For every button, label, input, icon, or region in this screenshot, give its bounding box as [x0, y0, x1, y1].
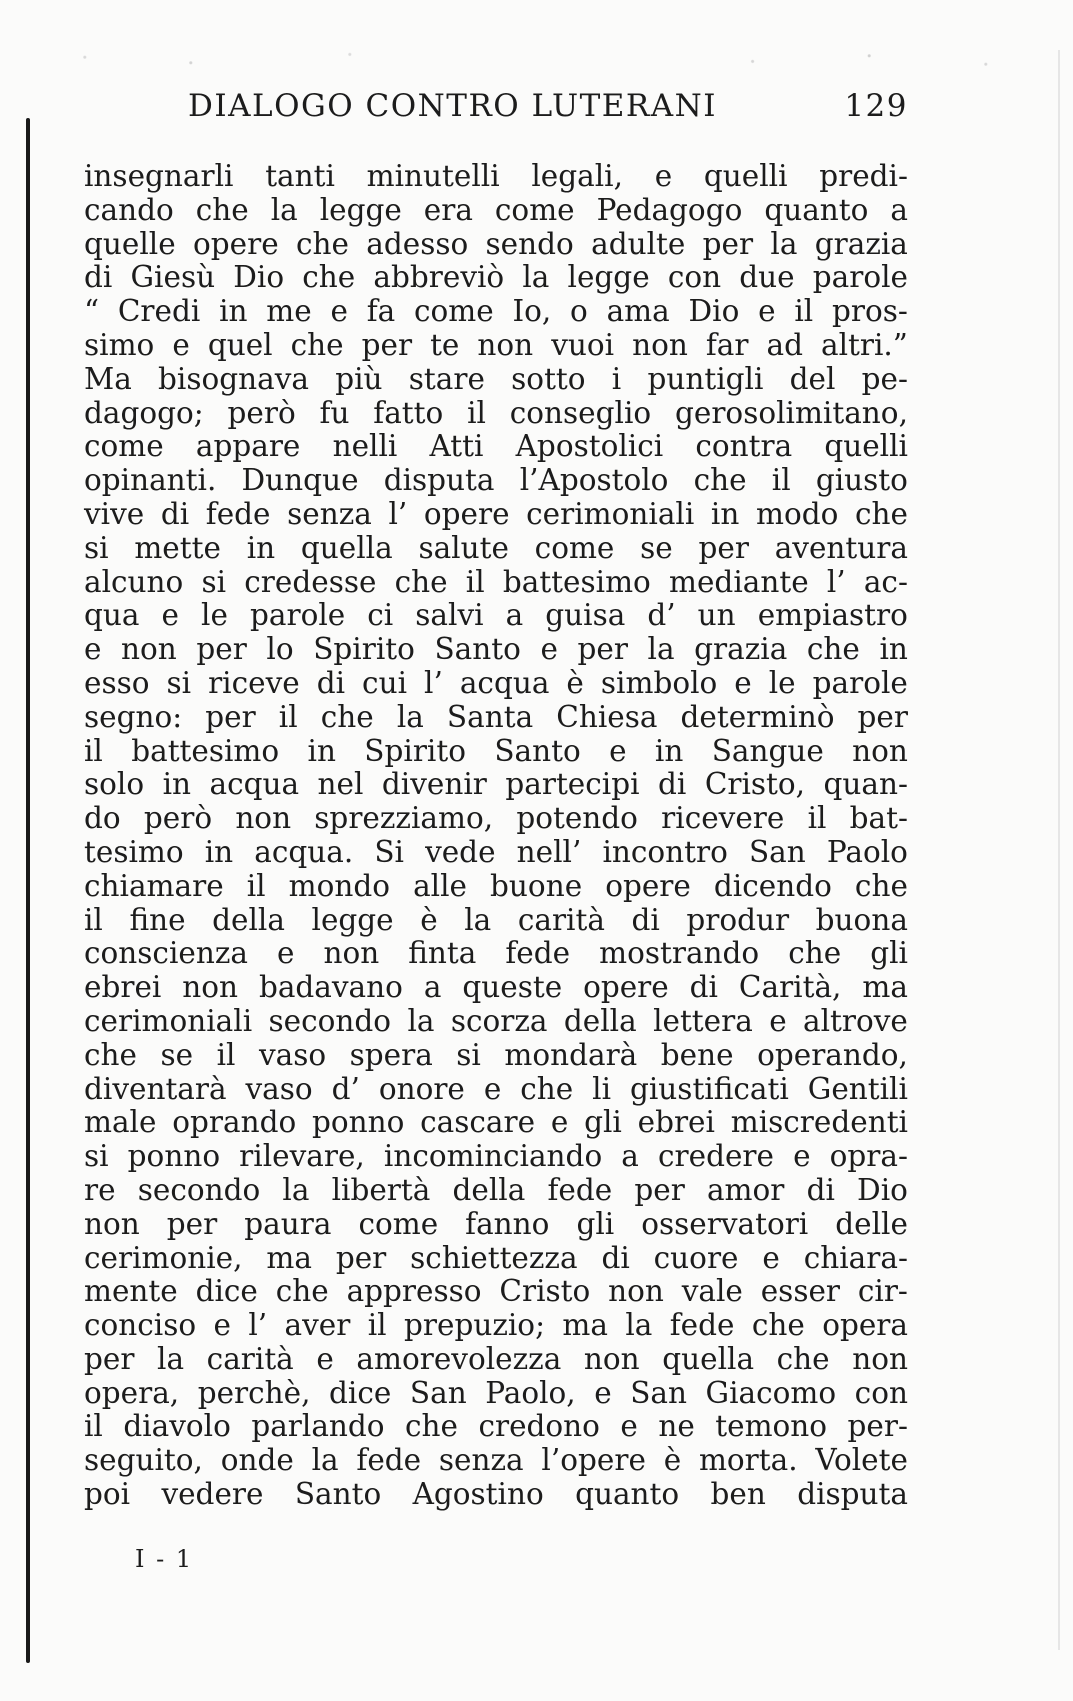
text-line: per la carità e amorevolezza non quella che non	[84, 1341, 908, 1376]
text-line: ebrei non badavano a queste opere di Carità, ma	[84, 970, 908, 1005]
text-line: si ponno rilevare, incominciando a credere e opra-	[84, 1139, 908, 1174]
text-line: Ma bisognava più stare sotto i puntigli del pe-	[84, 361, 908, 396]
text-line: mente dice che appresso Cristo non vale esser cir-	[84, 1274, 908, 1309]
text-line: e non per lo Spirito Santo e per la grazia che in	[84, 632, 908, 667]
text-line: conciso e l’ aver il prepuzio; ma la fede che opera	[84, 1308, 908, 1343]
text-line: seguito, onde la fede senza l’opere è morta. Volete	[84, 1443, 908, 1478]
running-head-title: DIALOGO CONTRO LUTERANI	[188, 88, 717, 124]
text-line: quelle opere che adesso sendo adulte per la grazia	[84, 226, 908, 261]
text-line: dagogo; però fu fatto il conseglio gerosolimitano,	[84, 395, 908, 430]
text-line: solo in acqua nel divenir partecipi di Cristo, quan-	[84, 767, 908, 802]
text-line: cerimonie, ma per schiettezza di cuore e chiara-	[84, 1240, 908, 1275]
body-text	[84, 160, 908, 1512]
text-line: male oprando ponno cascare e gli ebrei miscredenti	[84, 1105, 908, 1140]
text-line: “ Credi in me e fa come Io, o ama Dio e il pros-	[84, 294, 908, 329]
text-line: qua e le parole ci salvi a guisa d’ un empiastro	[84, 598, 908, 633]
text-line: cando che la legge era come Pedagogo quanto a	[84, 192, 908, 227]
text-line: simo e quel che per te non vuoi non far ad altri.”	[84, 327, 908, 362]
text-line: alcuno si credesse che il battesimo mediante l’ ac-	[84, 564, 908, 599]
text-line: di Giesù Dio che abbreviò la legge con due parole	[84, 260, 908, 295]
text-line: tesimo in acqua. Si vede nell’ incontro San Paolo	[84, 834, 908, 869]
scan-noise	[0, 46, 1060, 74]
signature-mark: I - 1	[135, 1545, 194, 1573]
text-line: opinanti. Dunque disputa l’Apostolo che il giusto	[84, 463, 908, 498]
text-line: che se il vaso spera si mondarà bene operando,	[84, 1037, 908, 1072]
text-line: cerimoniali secondo la scorza della lettera e altrove	[84, 1003, 908, 1038]
text-line: poi vedere Santo Agostino quanto ben disputa	[84, 1477, 908, 1512]
text-line: do però non sprezziamo, potendo ricevere il bat-	[84, 801, 908, 836]
binding-edge-shadow	[26, 118, 30, 1663]
text-line: il battesimo in Spirito Santo e in Sangue non	[84, 733, 908, 768]
page-right-edge	[1058, 50, 1060, 1650]
text-line: il diavolo parlando che credono e ne temono per-	[84, 1409, 908, 1444]
text-line: opera, perchè, dice San Paolo, e San Giacomo con	[84, 1375, 908, 1410]
page-number: 129	[844, 88, 908, 124]
text-line: vive di fede senza l’ opere cerimoniali in modo che	[84, 496, 908, 531]
text-line: non per paura come fanno gli osservatori delle	[84, 1206, 908, 1241]
running-head	[188, 88, 908, 134]
text-line: si mette in quella salute come se per aventura	[84, 530, 908, 565]
text-line: conscienza e non finta fede mostrando che gli	[84, 936, 908, 971]
text-line: chiamare il mondo alle buone opere dicendo che	[84, 868, 908, 903]
text-line: diventarà vaso d’ onore e che li giustificati Gentili	[84, 1071, 908, 1106]
text-line: segno: per il che la Santa Chiesa determinò per	[84, 699, 908, 734]
text-line: il fine della legge è la carità di produr buona	[84, 902, 908, 937]
text-line: come appare nelli Atti Apostolici contra quelli	[84, 429, 908, 464]
text-line: insegnarli tanti minutelli legali, e quelli predi-	[84, 159, 908, 193]
text-line: re secondo la libertà della fede per amor di Dio	[84, 1172, 908, 1207]
text-line: esso si riceve di cui l’ acqua è simbolo e le parole	[84, 665, 908, 700]
